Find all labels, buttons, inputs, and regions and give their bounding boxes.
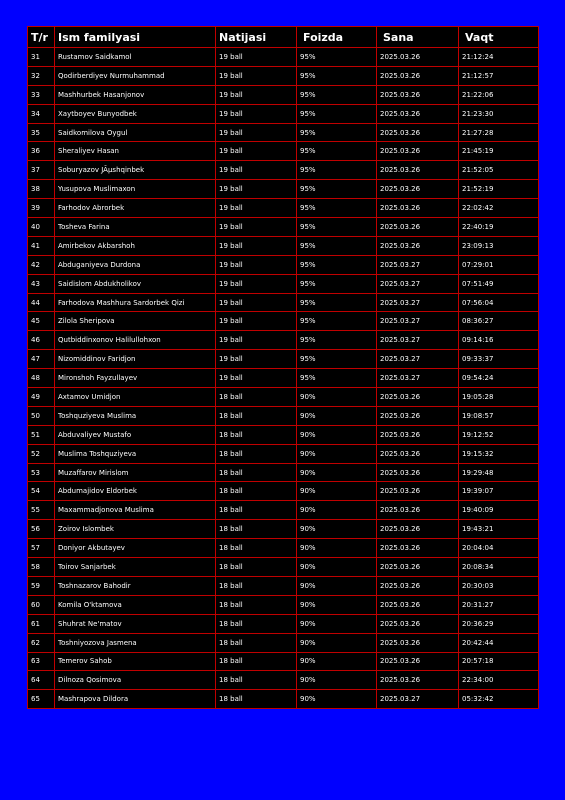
cell-number: 46 xyxy=(28,331,55,350)
cell-result: 18 ball xyxy=(216,463,297,482)
table-row xyxy=(28,614,539,633)
cell-result: 19 ball xyxy=(216,331,297,350)
cell-date: 2025.03.26 xyxy=(377,180,459,199)
cell-name: Farhodov Abrorbek xyxy=(55,199,216,218)
table-row xyxy=(28,501,539,520)
cell-date: 2025.03.26 xyxy=(377,48,459,67)
cell-number: 58 xyxy=(28,558,55,577)
cell-time: 20:57:18 xyxy=(459,652,539,671)
table-row xyxy=(28,369,539,388)
cell-time: 21:22:06 xyxy=(459,85,539,104)
cell-result: 19 ball xyxy=(216,85,297,104)
table-row xyxy=(28,558,539,577)
cell-result: 18 ball xyxy=(216,671,297,690)
cell-date: 2025.03.26 xyxy=(377,652,459,671)
cell-date: 2025.03.26 xyxy=(377,558,459,577)
cell-time: 07:29:01 xyxy=(459,255,539,274)
cell-number: 40 xyxy=(28,218,55,237)
cell-name: Mashhurbek Hasanjonov xyxy=(55,85,216,104)
header-result: Natijasi xyxy=(216,27,297,48)
cell-time: 20:08:34 xyxy=(459,558,539,577)
cell-time: 19:29:48 xyxy=(459,463,539,482)
cell-time: 21:52:05 xyxy=(459,161,539,180)
cell-percent: 95% xyxy=(297,236,377,255)
cell-percent: 90% xyxy=(297,425,377,444)
cell-number: 56 xyxy=(28,520,55,539)
cell-number: 39 xyxy=(28,199,55,218)
cell-percent: 90% xyxy=(297,614,377,633)
table-row xyxy=(28,444,539,463)
cell-time: 09:14:16 xyxy=(459,331,539,350)
table-row xyxy=(28,576,539,595)
table-row xyxy=(28,690,539,709)
cell-result: 19 ball xyxy=(216,255,297,274)
cell-percent: 95% xyxy=(297,180,377,199)
table-row xyxy=(28,425,539,444)
table-row xyxy=(28,180,539,199)
cell-number: 43 xyxy=(28,274,55,293)
cell-result: 18 ball xyxy=(216,501,297,520)
cell-result: 19 ball xyxy=(216,274,297,293)
cell-number: 57 xyxy=(28,539,55,558)
cell-time: 21:27:28 xyxy=(459,123,539,142)
cell-result: 18 ball xyxy=(216,444,297,463)
cell-name: Yusupova Muslimaxon xyxy=(55,180,216,199)
cell-result: 18 ball xyxy=(216,614,297,633)
cell-time: 21:12:24 xyxy=(459,48,539,67)
header-percent: Foizda xyxy=(297,27,377,48)
cell-percent: 95% xyxy=(297,123,377,142)
cell-date: 2025.03.26 xyxy=(377,388,459,407)
cell-time: 19:43:21 xyxy=(459,520,539,539)
cell-name: Toshquziyeva Muslima xyxy=(55,406,216,425)
cell-percent: 95% xyxy=(297,350,377,369)
cell-date: 2025.03.26 xyxy=(377,85,459,104)
table-row xyxy=(28,161,539,180)
table-body xyxy=(28,48,539,709)
table-row xyxy=(28,199,539,218)
cell-result: 19 ball xyxy=(216,180,297,199)
cell-number: 41 xyxy=(28,236,55,255)
cell-date: 2025.03.27 xyxy=(377,312,459,331)
cell-name: Soburyazov JÃµshqinbek xyxy=(55,161,216,180)
cell-result: 18 ball xyxy=(216,520,297,539)
cell-date: 2025.03.26 xyxy=(377,236,459,255)
cell-time: 07:51:49 xyxy=(459,274,539,293)
table-row xyxy=(28,236,539,255)
cell-name: Farhodova Mashhura Sardorbek Qizi xyxy=(55,293,216,312)
cell-date: 2025.03.26 xyxy=(377,633,459,652)
cell-result: 19 ball xyxy=(216,350,297,369)
cell-name: Qodirberdiyev Nurmuhammad xyxy=(55,66,216,85)
cell-percent: 90% xyxy=(297,671,377,690)
cell-name: Muzaffarov Mirislom xyxy=(55,463,216,482)
cell-result: 18 ball xyxy=(216,425,297,444)
cell-name: Muslima Toshquziyeva xyxy=(55,444,216,463)
cell-date: 2025.03.26 xyxy=(377,123,459,142)
table-row xyxy=(28,218,539,237)
header-row xyxy=(28,27,539,48)
table-row xyxy=(28,331,539,350)
cell-time: 05:32:42 xyxy=(459,690,539,709)
cell-time: 09:33:37 xyxy=(459,350,539,369)
cell-date: 2025.03.27 xyxy=(377,274,459,293)
cell-percent: 90% xyxy=(297,652,377,671)
cell-percent: 95% xyxy=(297,66,377,85)
cell-number: 51 xyxy=(28,425,55,444)
cell-number: 33 xyxy=(28,85,55,104)
cell-date: 2025.03.26 xyxy=(377,425,459,444)
cell-time: 21:12:57 xyxy=(459,66,539,85)
cell-number: 32 xyxy=(28,66,55,85)
cell-name: Mironshoh Fayzullayev xyxy=(55,369,216,388)
table-row xyxy=(28,520,539,539)
cell-date: 2025.03.27 xyxy=(377,255,459,274)
cell-time: 07:56:04 xyxy=(459,293,539,312)
cell-percent: 95% xyxy=(297,104,377,123)
cell-percent: 90% xyxy=(297,558,377,577)
cell-percent: 95% xyxy=(297,142,377,161)
cell-name: Shuhrat Ne'matov xyxy=(55,614,216,633)
table-row xyxy=(28,463,539,482)
cell-date: 2025.03.26 xyxy=(377,142,459,161)
cell-name: Amirbekov Akbarshoh xyxy=(55,236,216,255)
cell-date: 2025.03.26 xyxy=(377,520,459,539)
cell-percent: 95% xyxy=(297,85,377,104)
cell-time: 19:12:52 xyxy=(459,425,539,444)
cell-percent: 95% xyxy=(297,48,377,67)
cell-date: 2025.03.27 xyxy=(377,293,459,312)
table-row xyxy=(28,293,539,312)
table-row xyxy=(28,66,539,85)
cell-number: 31 xyxy=(28,48,55,67)
cell-number: 47 xyxy=(28,350,55,369)
cell-time: 19:40:09 xyxy=(459,501,539,520)
table-row xyxy=(28,48,539,67)
cell-name: Doniyor Akbutayev xyxy=(55,539,216,558)
cell-time: 20:30:03 xyxy=(459,576,539,595)
cell-date: 2025.03.26 xyxy=(377,218,459,237)
results-table xyxy=(27,26,539,709)
cell-result: 18 ball xyxy=(216,558,297,577)
cell-number: 52 xyxy=(28,444,55,463)
cell-time: 21:23:30 xyxy=(459,104,539,123)
cell-name: Saidislom Abdukholikov xyxy=(55,274,216,293)
cell-date: 2025.03.27 xyxy=(377,350,459,369)
header-time: Vaqt xyxy=(459,27,539,48)
table-row xyxy=(28,482,539,501)
cell-time: 19:08:57 xyxy=(459,406,539,425)
cell-name: Komila O'ktamova xyxy=(55,595,216,614)
header-date: Sana xyxy=(377,27,459,48)
cell-date: 2025.03.26 xyxy=(377,406,459,425)
cell-result: 18 ball xyxy=(216,652,297,671)
cell-time: 21:45:19 xyxy=(459,142,539,161)
cell-result: 18 ball xyxy=(216,595,297,614)
cell-time: 08:36:27 xyxy=(459,312,539,331)
cell-name: Toirov Sanjarbek xyxy=(55,558,216,577)
cell-date: 2025.03.26 xyxy=(377,501,459,520)
cell-date: 2025.03.26 xyxy=(377,104,459,123)
cell-result: 19 ball xyxy=(216,142,297,161)
cell-percent: 95% xyxy=(297,274,377,293)
cell-percent: 90% xyxy=(297,633,377,652)
cell-percent: 90% xyxy=(297,463,377,482)
cell-percent: 90% xyxy=(297,520,377,539)
cell-percent: 90% xyxy=(297,595,377,614)
table-row xyxy=(28,350,539,369)
cell-date: 2025.03.27 xyxy=(377,369,459,388)
cell-percent: 90% xyxy=(297,388,377,407)
table-header xyxy=(28,27,539,48)
cell-name: Temerov Sahob xyxy=(55,652,216,671)
cell-result: 19 ball xyxy=(216,369,297,388)
cell-number: 65 xyxy=(28,690,55,709)
cell-number: 62 xyxy=(28,633,55,652)
cell-number: 36 xyxy=(28,142,55,161)
cell-result: 19 ball xyxy=(216,66,297,85)
cell-time: 20:42:44 xyxy=(459,633,539,652)
cell-name: Xaytboyev Bunyodbek xyxy=(55,104,216,123)
table-row xyxy=(28,671,539,690)
table-row xyxy=(28,652,539,671)
cell-number: 34 xyxy=(28,104,55,123)
cell-result: 19 ball xyxy=(216,161,297,180)
cell-result: 18 ball xyxy=(216,388,297,407)
cell-percent: 90% xyxy=(297,576,377,595)
cell-number: 35 xyxy=(28,123,55,142)
cell-name: Rustamov Saidkamol xyxy=(55,48,216,67)
table-row xyxy=(28,388,539,407)
cell-percent: 90% xyxy=(297,444,377,463)
cell-time: 20:04:04 xyxy=(459,539,539,558)
cell-percent: 90% xyxy=(297,690,377,709)
cell-result: 19 ball xyxy=(216,312,297,331)
table-row xyxy=(28,406,539,425)
table-row xyxy=(28,85,539,104)
cell-percent: 95% xyxy=(297,218,377,237)
cell-time: 22:02:42 xyxy=(459,199,539,218)
cell-percent: 90% xyxy=(297,482,377,501)
cell-result: 19 ball xyxy=(216,218,297,237)
table-row xyxy=(28,142,539,161)
table-row xyxy=(28,274,539,293)
cell-date: 2025.03.26 xyxy=(377,161,459,180)
cell-name: Axtamov Umidjon xyxy=(55,388,216,407)
cell-percent: 95% xyxy=(297,255,377,274)
cell-time: 22:40:19 xyxy=(459,218,539,237)
cell-number: 37 xyxy=(28,161,55,180)
cell-name: Abdumajidov Eldorbek xyxy=(55,482,216,501)
cell-date: 2025.03.26 xyxy=(377,199,459,218)
cell-result: 19 ball xyxy=(216,48,297,67)
cell-name: Zilola Sheripova xyxy=(55,312,216,331)
cell-number: 50 xyxy=(28,406,55,425)
cell-date: 2025.03.26 xyxy=(377,463,459,482)
cell-date: 2025.03.26 xyxy=(377,576,459,595)
cell-date: 2025.03.26 xyxy=(377,66,459,85)
cell-date: 2025.03.26 xyxy=(377,614,459,633)
cell-number: 60 xyxy=(28,595,55,614)
cell-result: 18 ball xyxy=(216,633,297,652)
cell-number: 38 xyxy=(28,180,55,199)
cell-percent: 95% xyxy=(297,369,377,388)
cell-name: Nizomiddinov Faridjon xyxy=(55,350,216,369)
cell-date: 2025.03.26 xyxy=(377,539,459,558)
cell-percent: 90% xyxy=(297,539,377,558)
cell-name: Abduvaliyev Mustafo xyxy=(55,425,216,444)
cell-name: Qutbiddinxonov Halilullohxon xyxy=(55,331,216,350)
cell-number: 59 xyxy=(28,576,55,595)
cell-result: 18 ball xyxy=(216,406,297,425)
cell-percent: 90% xyxy=(297,501,377,520)
cell-number: 44 xyxy=(28,293,55,312)
cell-result: 19 ball xyxy=(216,199,297,218)
cell-percent: 95% xyxy=(297,161,377,180)
cell-result: 18 ball xyxy=(216,482,297,501)
table-row xyxy=(28,123,539,142)
cell-percent: 95% xyxy=(297,293,377,312)
cell-percent: 95% xyxy=(297,199,377,218)
cell-name: Dilnoza Qosimova xyxy=(55,671,216,690)
cell-number: 64 xyxy=(28,671,55,690)
cell-number: 55 xyxy=(28,501,55,520)
cell-number: 49 xyxy=(28,388,55,407)
cell-number: 42 xyxy=(28,255,55,274)
cell-name: Tosheva Farina xyxy=(55,218,216,237)
cell-time: 23:09:13 xyxy=(459,236,539,255)
cell-date: 2025.03.27 xyxy=(377,690,459,709)
cell-date: 2025.03.26 xyxy=(377,482,459,501)
cell-number: 63 xyxy=(28,652,55,671)
cell-result: 19 ball xyxy=(216,293,297,312)
cell-number: 61 xyxy=(28,614,55,633)
cell-name: Abduganiyeva Durdona xyxy=(55,255,216,274)
cell-time: 19:15:32 xyxy=(459,444,539,463)
header-number: T/r xyxy=(28,27,55,48)
cell-result: 18 ball xyxy=(216,576,297,595)
cell-number: 53 xyxy=(28,463,55,482)
table-row xyxy=(28,595,539,614)
cell-name: Toshniyozova Jasmena xyxy=(55,633,216,652)
cell-percent: 95% xyxy=(297,312,377,331)
cell-name: Maxammadjonova Muslima xyxy=(55,501,216,520)
cell-name: Saidkomilova Oygul xyxy=(55,123,216,142)
table-row xyxy=(28,104,539,123)
cell-date: 2025.03.26 xyxy=(377,444,459,463)
header-name: Ism familyasi xyxy=(55,27,216,48)
results-sheet xyxy=(27,26,538,709)
table-row xyxy=(28,255,539,274)
cell-result: 19 ball xyxy=(216,104,297,123)
cell-time: 19:39:07 xyxy=(459,482,539,501)
cell-name: Mashrapova Dildora xyxy=(55,690,216,709)
cell-number: 48 xyxy=(28,369,55,388)
cell-name: Sheraliyev Hasan xyxy=(55,142,216,161)
cell-time: 19:05:28 xyxy=(459,388,539,407)
cell-time: 22:34:00 xyxy=(459,671,539,690)
cell-number: 54 xyxy=(28,482,55,501)
cell-result: 18 ball xyxy=(216,539,297,558)
cell-result: 19 ball xyxy=(216,236,297,255)
cell-date: 2025.03.26 xyxy=(377,595,459,614)
cell-percent: 90% xyxy=(297,406,377,425)
cell-time: 09:54:24 xyxy=(459,369,539,388)
table-row xyxy=(28,633,539,652)
cell-result: 18 ball xyxy=(216,690,297,709)
table-row xyxy=(28,312,539,331)
cell-time: 20:31:27 xyxy=(459,595,539,614)
cell-number: 45 xyxy=(28,312,55,331)
cell-result: 19 ball xyxy=(216,123,297,142)
cell-date: 2025.03.27 xyxy=(377,331,459,350)
cell-date: 2025.03.26 xyxy=(377,671,459,690)
cell-percent: 95% xyxy=(297,331,377,350)
table-row xyxy=(28,539,539,558)
cell-time: 20:36:29 xyxy=(459,614,539,633)
cell-time: 21:52:19 xyxy=(459,180,539,199)
cell-name: Toshnazarov Bahodir xyxy=(55,576,216,595)
cell-name: Zoirov Islombek xyxy=(55,520,216,539)
